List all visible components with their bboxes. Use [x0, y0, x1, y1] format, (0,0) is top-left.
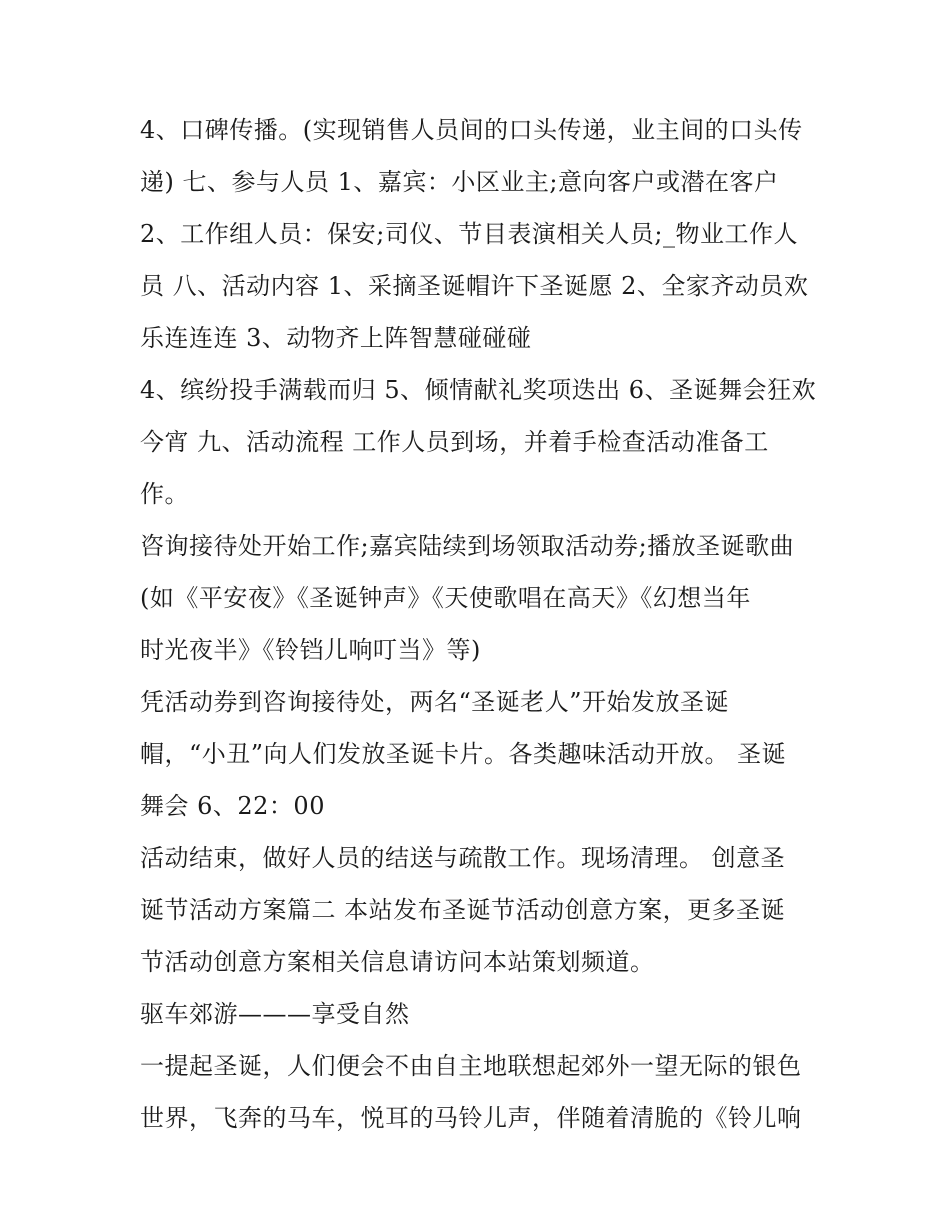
text-line: 递) 七、参与人员 1、嘉宾：小区业主;意向客户或潜在客户	[140, 168, 779, 196]
text-line: 活动结束，做好人员的结送与疏散工作。现场清理。 创意圣	[140, 844, 786, 872]
text-line: 帽，“小丑”向人们发放圣诞卡片。各类趣味活动开放。 圣诞	[140, 740, 787, 768]
text-line: 作。	[140, 480, 189, 508]
text-line: 凭活动券到咨询接待处，两名“圣诞老人”开始发放圣诞	[140, 688, 730, 716]
text-line: 诞节活动方案篇二 本站发布圣诞节活动创意方案，更多圣诞	[140, 896, 786, 924]
text-line: 一提起圣诞，人们便会不由自主地联想起郊外一望无际的银色	[140, 1052, 802, 1080]
text-line: 节活动创意方案相关信息请访问本站策划频道。	[140, 948, 655, 976]
text-line: 驱车郊游———享受自然	[140, 1000, 410, 1028]
text-line: (如《平安夜》《圣诞钟声》《天使歌唱在高天》《幻想当年	[140, 584, 751, 612]
text-line: 时光夜半》《铃铛儿响叮当》等)	[140, 636, 481, 664]
text-line: 4、缤纷投手满载而归 5、倾情献礼奖项迭出 6、圣诞舞会狂欢	[140, 376, 817, 404]
text-line: 世界，飞奔的马车，悦耳的马铃儿声，伴随着清脆的《铃儿响	[140, 1104, 802, 1132]
text-line: 咨询接待处开始工作;嘉宾陆续到场领取活动券;播放圣诞歌曲	[140, 532, 795, 560]
text-line: 舞会 6、22：00	[140, 792, 325, 820]
text-line: 员 八、活动内容 1、采摘圣诞帽许下圣诞愿 2、全家齐动员欢	[140, 272, 809, 300]
document-body	[140, 104, 820, 1144]
text-line: 4、口碑传播。(实现销售人员间的口头传递，业主间的口头传	[140, 116, 803, 144]
text-line: 2、工作组人员：保安;司仪、节目表演相关人员;_物业工作人	[140, 220, 798, 248]
text-line: 乐连连连 3、动物齐上阵智慧碰碰碰	[140, 324, 532, 352]
text-line: 今宵 九、活动流程 工作人员到场，并着手检查活动准备工	[140, 428, 769, 456]
